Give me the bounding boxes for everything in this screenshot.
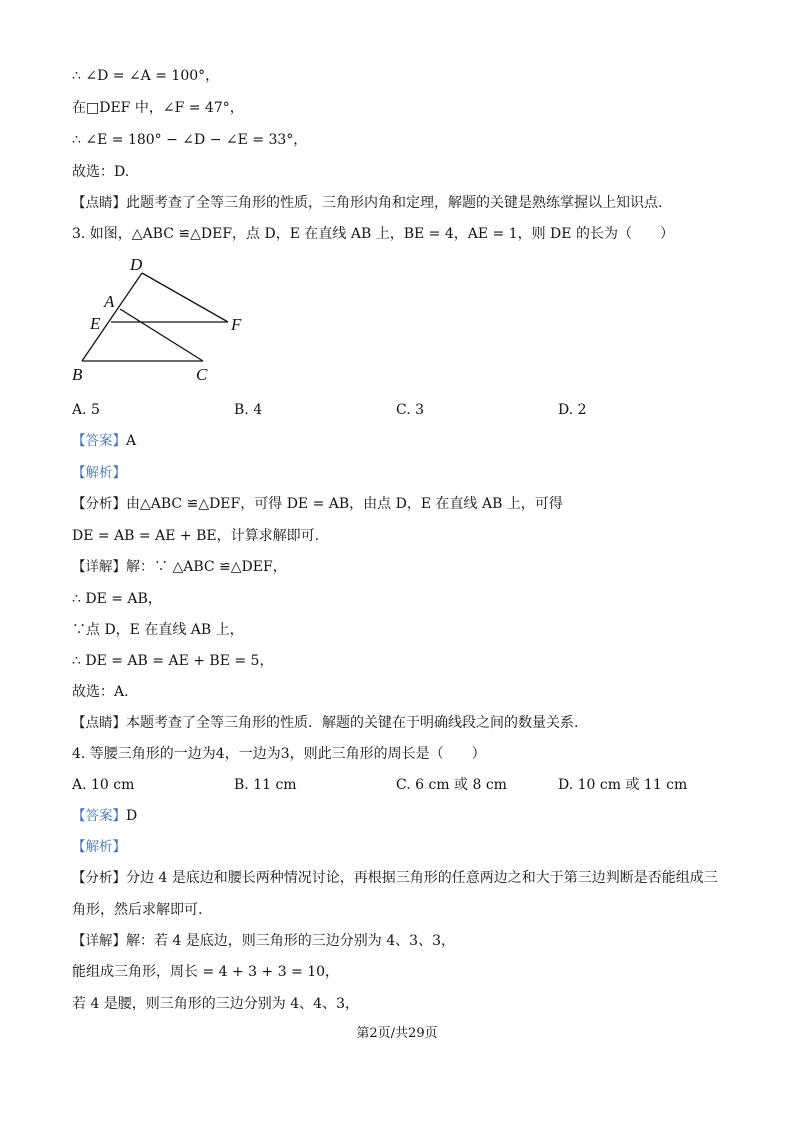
answer-value: D <box>126 808 138 824</box>
q3-fenxi <box>72 494 563 514</box>
q4-option-d: D. 10 cm 或 11 cm <box>558 777 688 793</box>
line-4: 故选：D. <box>72 164 130 180</box>
xiangjie-tag: 【详解】 <box>72 933 126 949</box>
answer-value: A <box>126 433 137 449</box>
q3-analysis-tag: 【解析】 <box>72 465 126 481</box>
label-A: A <box>104 292 115 311</box>
q3-xiangjie <box>72 557 287 577</box>
line-2: 在□DEF 中，∠F = 47°， <box>72 100 244 116</box>
q4-fenxi-cont: 角形，然后求解即可. <box>72 902 203 918</box>
q4-option-a: A. 10 cm <box>72 777 135 793</box>
triangle-figure <box>60 250 270 385</box>
q3-option-b: B. 4 <box>234 402 263 418</box>
q3-step-3: ∴ DE = AB = AE + BE = 5， <box>72 653 274 669</box>
q3-step-2: ∵点 D，E 在直线 AB 上， <box>72 622 244 638</box>
dianjing-text: 此题考查了全等三角形的性质，三角形内角和定理，解题的关键是熟练掌握以上知识点. <box>126 195 663 211</box>
q3-option-d: D. 2 <box>558 402 587 418</box>
label-F: F <box>231 315 242 334</box>
page-footer: 第2页/共29页 <box>356 1026 438 1041</box>
q4-step-1: 能组成三角形，周长 = 4 + 3 + 3 = 10， <box>72 964 340 980</box>
segment-AC <box>120 309 203 361</box>
q3-step-1: ∴ DE = AB， <box>72 591 162 607</box>
q4-analysis-tag: 【解析】 <box>72 839 126 855</box>
fenxi-text: 分边 4 是底边和腰长两种情况讨论，再根据三角形的任意两边之和大于第三边判断是否能组成三 <box>126 870 718 886</box>
q4-option-b: B. 11 cm <box>234 777 297 793</box>
q4-step-2: 若 4 是腰，则三角形的三边分别为 4、4、3， <box>72 996 359 1012</box>
label-C: C <box>196 365 208 384</box>
answer-tag: 【答案】 <box>72 808 126 824</box>
q4-option-c: C. 6 cm 或 8 cm <box>396 777 507 793</box>
xiangjie-tag: 【详解】 <box>72 559 126 575</box>
fenxi-tag: 【分析】 <box>72 496 126 512</box>
label-D: D <box>130 255 143 274</box>
q2-dianjing <box>72 193 662 213</box>
label-E: E <box>90 314 101 333</box>
q3-stem: 3. 如图，△ABC ≌△DEF，点 D，E 在直线 AB 上，BE = 4，AE = 1，则 DE 的长为（ ） <box>72 226 674 242</box>
q3-answer <box>72 431 136 451</box>
label-B: B <box>72 365 83 384</box>
q3-fenxi-cont: DE = AB = AE + BE，计算求解即可. <box>72 528 320 544</box>
fenxi-text: 由△ABC ≌△DEF，可得 DE = AB，由点 D，E 在直线 AB 上，可得 <box>126 496 563 512</box>
q3-option-c: C. 3 <box>396 402 425 418</box>
line-3: ∴ ∠E = 180° − ∠D − ∠E = 33°， <box>72 132 308 148</box>
q3-step-4: 故选：A. <box>72 684 129 700</box>
dianjing-text: 本题考查了全等三角形的性质．解题的关键在于明确线段之间的数量关系. <box>126 715 579 731</box>
xiangjie-text: 解：若 4 是底边，则三角形的三边分别为 4、3、3， <box>126 933 455 949</box>
q4-answer <box>72 806 137 826</box>
q3-option-a: A. 5 <box>72 402 100 418</box>
line-1: ∴ ∠D = ∠A = 100°， <box>72 68 220 84</box>
dianjing-tag: 【点睛】 <box>72 715 126 731</box>
segment-DF <box>142 273 228 322</box>
q4-stem: 4. 等腰三角形的一边为4，一边为3，则此三角形的周长是（ ） <box>72 746 486 762</box>
q4-fenxi <box>72 868 718 888</box>
dianjing-tag: 【点睛】 <box>72 195 126 211</box>
fenxi-tag: 【分析】 <box>72 870 126 886</box>
q4-xiangjie <box>72 931 455 951</box>
answer-tag: 【答案】 <box>72 433 126 449</box>
q3-dianjing <box>72 713 578 733</box>
xiangjie-text: 解：∵ △ABC ≌△DEF， <box>126 559 287 575</box>
